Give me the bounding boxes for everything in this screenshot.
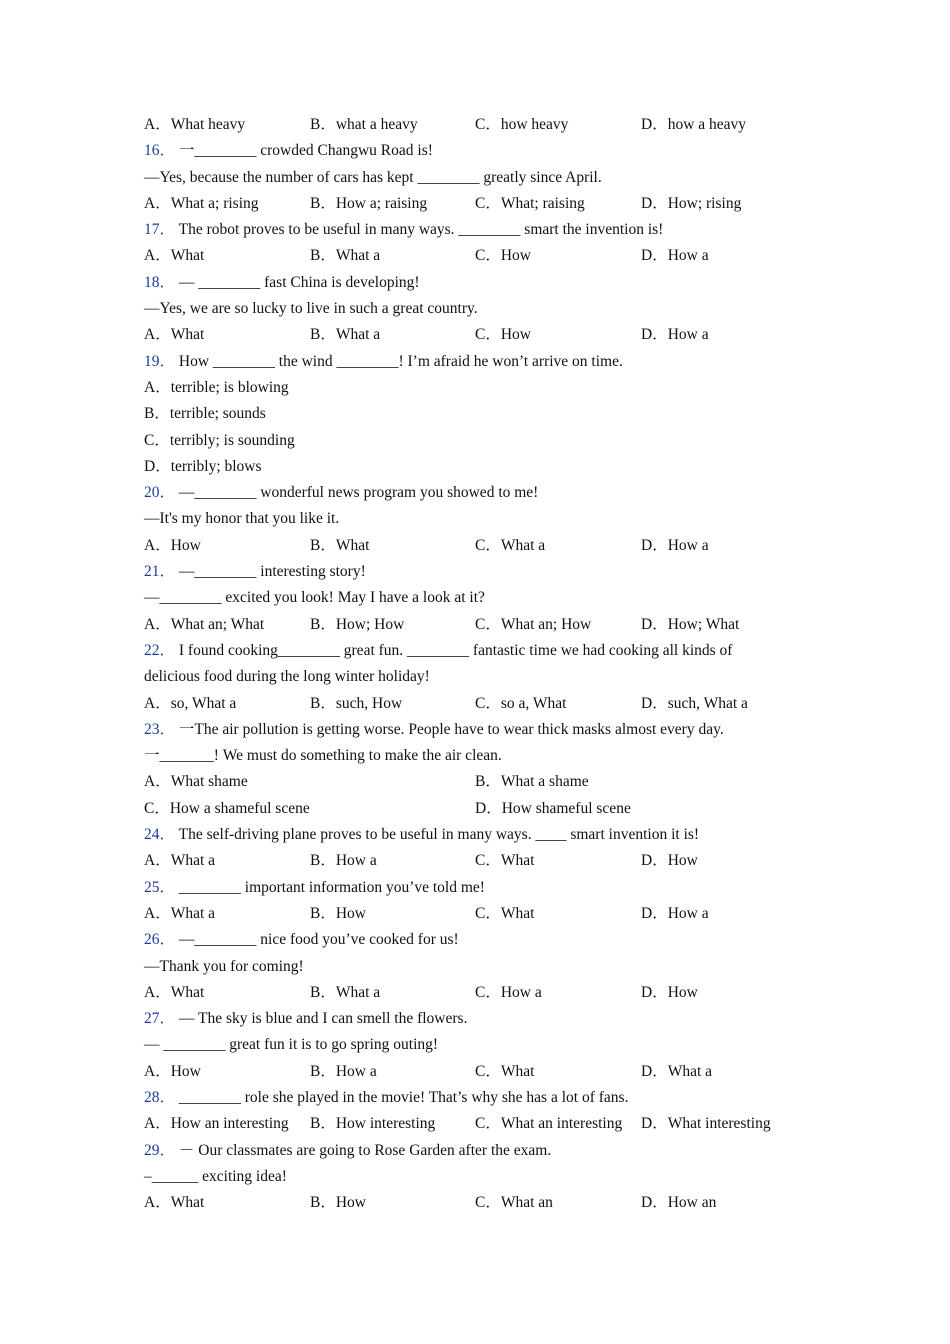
option-d[interactable]: D．What a [641, 1062, 713, 1080]
option-b[interactable]: B．What a [310, 326, 381, 344]
question-stem: － Our classmates are going to Rose Garden after the exam. [178, 1141, 552, 1159]
option-b[interactable]: B．What a [310, 247, 381, 265]
options-row [144, 1059, 794, 1085]
question-reply: 一_______! We must do something to make the air clean. [144, 747, 502, 765]
option-c[interactable]: C．What [475, 904, 535, 922]
question-reply: —________ excited you look! May I have a look at it? [144, 589, 485, 607]
question-29 [144, 1138, 794, 1164]
question-stem: 一The air pollution is getting worse. People have to wear thick masks almost every day. [178, 720, 724, 738]
question-number: 24． [144, 826, 176, 844]
option-c[interactable]: C．how heavy [475, 116, 569, 133]
option-b[interactable]: B．How a; raising [310, 194, 428, 212]
question-stem-continued: delicious food during the long winter holiday! [144, 668, 430, 686]
option-d[interactable]: D．What interesting [641, 1115, 771, 1133]
options-row [144, 191, 794, 217]
option-a[interactable]: A．What shame [144, 773, 248, 791]
option-c[interactable]: C．What an interesting [475, 1115, 623, 1133]
option-a[interactable]: A．How an interesting [144, 1115, 289, 1133]
option-b[interactable]: B．How [310, 904, 366, 922]
option-d[interactable]: D．How shameful scene [475, 799, 631, 817]
question-stem: The self-driving plane proves to be useful in many ways. ____ smart invention it is! [178, 826, 700, 844]
option-b[interactable]: B．How interesting [310, 1115, 436, 1133]
option-d[interactable]: D．How a [641, 536, 709, 554]
question-stem: ________ role she played in the movie! That’s why she has a lot of fans. [178, 1088, 629, 1106]
option-b[interactable]: B．What a shame [475, 773, 589, 791]
options-row [144, 1190, 794, 1216]
option-a[interactable]: A．What [144, 983, 205, 1001]
option-a[interactable]: A．What [144, 247, 205, 265]
option-b[interactable]: B．terrible; sounds [144, 405, 266, 423]
question-reply: –______ exciting idea! [144, 1167, 287, 1185]
question-number: 16． [144, 142, 176, 160]
option-d[interactable]: D．How a [641, 247, 709, 265]
question-24 [144, 822, 794, 848]
question-19 [144, 349, 794, 375]
option-a[interactable]: A．How [144, 1062, 201, 1080]
options-row [144, 691, 794, 717]
question-20 [144, 480, 794, 506]
option-b[interactable]: B．what a heavy [310, 116, 418, 133]
options-row [144, 980, 794, 1006]
question-23 [144, 717, 794, 743]
question-25 [144, 875, 794, 901]
option-a[interactable]: A．What a [144, 852, 216, 870]
option-d[interactable]: D．terribly; blows [144, 457, 262, 475]
question-27 [144, 1006, 794, 1032]
option-c[interactable]: C．What a [475, 536, 546, 554]
option-c[interactable]: C．What an; How [475, 615, 592, 633]
option-c[interactable]: C．terribly; is sounding [144, 431, 295, 449]
question-22 [144, 638, 794, 664]
question-number: 23． [144, 720, 176, 738]
question-stem: How ________ the wind ________! I’m afraid he won’t arrive on time. [178, 352, 623, 370]
question-number: 18． [144, 273, 176, 291]
option-b[interactable]: B．How a [310, 1062, 377, 1080]
option-b[interactable]: B．What [310, 536, 370, 554]
question-stem: — The sky is blue and I can smell the flowers. [178, 1010, 468, 1028]
question-26 [144, 927, 794, 953]
options-row [144, 848, 794, 874]
option-d[interactable]: D．How a [641, 326, 709, 344]
option-d[interactable]: D．How [641, 852, 698, 870]
option-a[interactable]: A．What [144, 1194, 205, 1212]
option-a[interactable]: A．What [144, 326, 205, 344]
option-c[interactable]: C．What [475, 852, 535, 870]
question-number: 29． [144, 1141, 176, 1159]
question-reply: —Yes, because the number of cars has kept ________ greatly since April. [144, 168, 602, 186]
options-row [144, 796, 794, 822]
question-number: 17． [144, 221, 176, 239]
options-row [144, 1111, 794, 1137]
question-18 [144, 270, 794, 296]
question-28 [144, 1085, 794, 1111]
question-stem: The robot proves to be useful in many ways. ________ smart the invention is! [178, 221, 664, 239]
question-stem: — ________ fast China is developing! [178, 273, 420, 291]
question-number: 19． [144, 352, 176, 370]
option-c[interactable]: C．What [475, 1062, 535, 1080]
option-b[interactable]: B．What a [310, 983, 381, 1001]
question-reply: —It's my honor that you like it. [144, 510, 340, 528]
option-b[interactable]: B．How a [310, 852, 377, 870]
options-row [144, 112, 794, 138]
option-c[interactable]: C．How a shameful scene [144, 799, 310, 817]
options-row [144, 243, 794, 269]
question-number: 26． [144, 931, 176, 949]
options-row [144, 533, 794, 559]
option-d[interactable]: D．how a heavy [641, 116, 747, 133]
question-17 [144, 217, 794, 243]
option-c[interactable]: C．How [475, 326, 531, 344]
options-row [144, 769, 794, 795]
option-d[interactable]: D．such, What a [641, 694, 748, 712]
question-stem: —________ interesting story! [178, 563, 366, 581]
option-d[interactable]: D．How; What [641, 615, 740, 633]
option-b[interactable]: B．such, How [310, 694, 403, 712]
option-a[interactable]: A．What an; What [144, 615, 265, 633]
question-21 [144, 559, 794, 585]
question-stem: ________ important information you’ve told me! [178, 878, 485, 896]
option-c[interactable]: C．What; raising [475, 194, 585, 212]
option-d[interactable]: D．How [641, 983, 698, 1001]
question-16 [144, 138, 794, 164]
question-stem: I found cooking________ great fun. ________ fantastic time we had cooking all kinds of [178, 641, 733, 659]
question-number: 20． [144, 484, 176, 502]
option-c[interactable]: C．What an [475, 1194, 553, 1212]
question-stem: —________ wonderful news program you showed to me! [178, 484, 539, 502]
question-number: 22． [144, 641, 176, 659]
options-row [144, 901, 794, 927]
option-b[interactable]: B．How; How [310, 615, 405, 633]
question-number: 21． [144, 563, 176, 581]
option-a[interactable]: A．How [144, 536, 201, 554]
option-a[interactable]: A．What a [144, 904, 216, 922]
question-number: 28． [144, 1088, 176, 1106]
question-reply: — ________ great fun it is to go spring outing! [144, 1036, 439, 1054]
option-d[interactable]: D．How an [641, 1194, 717, 1212]
document-page [144, 112, 794, 1216]
question-stem: 一________ crowded Changwu Road is! [178, 142, 433, 160]
option-a[interactable]: A．so, What a [144, 694, 237, 712]
options-row [144, 612, 794, 638]
question-reply: —Thank you for coming! [144, 957, 304, 975]
question-stem: —________ nice food you’ve cooked for us! [178, 931, 459, 949]
option-a[interactable]: A．terrible; is blowing [144, 378, 289, 396]
option-a[interactable]: A．What a; rising [144, 194, 259, 212]
option-c[interactable]: C．How [475, 247, 531, 265]
question-reply: —Yes, we are so lucky to live in such a great country. [144, 300, 478, 318]
option-c[interactable]: C．How a [475, 983, 542, 1001]
option-a[interactable]: A．What heavy [144, 116, 246, 133]
option-c[interactable]: C．so a, What [475, 694, 567, 712]
option-d[interactable]: D．How a [641, 904, 709, 922]
options-row [144, 322, 794, 348]
question-number: 25． [144, 878, 176, 896]
option-d[interactable]: D．How; rising [641, 194, 742, 212]
question-number: 27． [144, 1010, 176, 1028]
option-b[interactable]: B．How [310, 1194, 366, 1212]
